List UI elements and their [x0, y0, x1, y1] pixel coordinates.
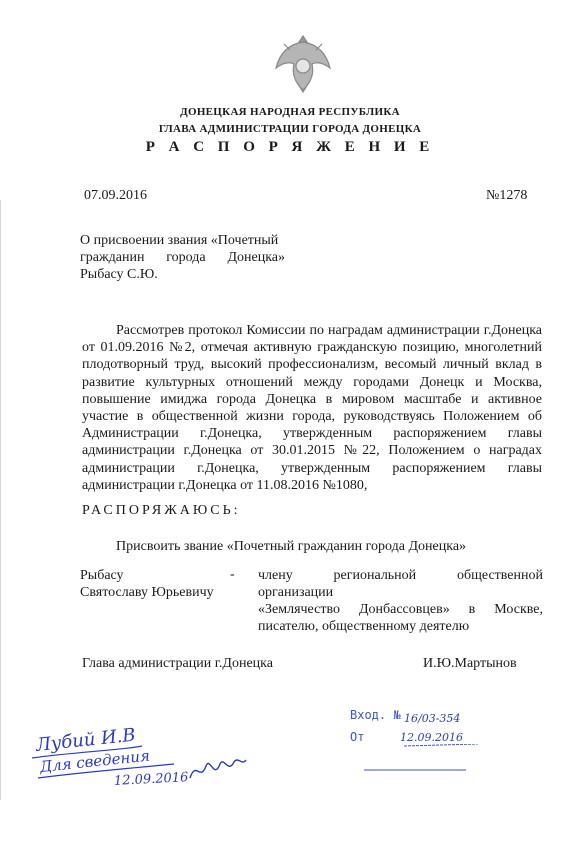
order-heading: РАСПОРЯЖАЮСЬ: — [82, 503, 241, 518]
signatory-name: И.Ю.Мартынов — [423, 656, 517, 671]
handwritten-note: Для сведения — [39, 746, 151, 776]
handwritten-date: 12.09.2016 — [113, 770, 189, 789]
coat-of-arms-emblem — [268, 28, 338, 98]
recipient-surname: Рыбасу — [80, 568, 124, 583]
stamp-incoming-label: Вход. № — [350, 708, 401, 722]
stamp-lines — [350, 744, 480, 774]
handwritten-name: Лубий И.В — [34, 724, 137, 756]
signatory-title: Глава администрации г.Донецка — [82, 656, 273, 671]
role-line: члену региональной общественной организации — [258, 568, 543, 600]
header-administration: ГЛАВА АДМИНИСТРАЦИИ ГОРОДА ДОНЕЦКА — [158, 123, 422, 135]
role-line: «Землячество Донбассовцев» в Москве, — [258, 602, 543, 617]
recipient-role — [258, 567, 543, 635]
separator-dash: - — [230, 567, 235, 582]
stamp-incoming-number: 16/03-354 — [404, 712, 461, 725]
stamp-date: 12.09.2016 — [400, 731, 463, 744]
body-paragraph: Рассмотрев протокол Комиссии по наградам администрации г.Донецка от 01.09.2016 №2, отмечая активную гражданскую позицию, многолетний плодотворный труд, высокий профессионализм, весомый личный вклад в развитие культурных отношений между городами Донецк и Москва, повышение имиджа города Донецка в мировом масштабе и активное участие в общественной жизни города, руководствуясь Положением об Администрации г.Донецка, утвержденным распоряжением главы администрации г.Донецка от 30.01.2015 №22, Положением о наградах администрации г.Донецка, утвержденным распоряжением главы администрации г.Донецка от 11.08.2016 №1080, — [82, 323, 542, 493]
assign-text: Присвоить звание «Почетный гражданин города Донецка» — [116, 539, 467, 554]
subject-block — [80, 232, 285, 283]
role-line: писателю, общественному деятелю — [258, 619, 470, 634]
subject-line: гражданин города Донецка» — [80, 250, 285, 265]
handwritten-signature-icon — [186, 752, 248, 786]
document-title: Р А С П О Р Я Ж Е Н И Е — [145, 139, 435, 155]
document-date: 07.09.2016 — [84, 188, 147, 203]
document-number: №1278 — [486, 188, 528, 203]
recipient-name — [80, 567, 214, 601]
page-edge — [0, 200, 5, 800]
subject-line: Рыбасу С.Ю. — [80, 267, 158, 282]
header-republic: ДОНЕЦКАЯ НАРОДНАЯ РЕСПУБЛИКА — [180, 106, 400, 118]
subject-line: О присвоении звания «Почетный — [80, 233, 279, 248]
recipient-given-name: Святославу Юрьевичу — [80, 585, 214, 600]
stamp-from-label: От — [350, 730, 365, 744]
